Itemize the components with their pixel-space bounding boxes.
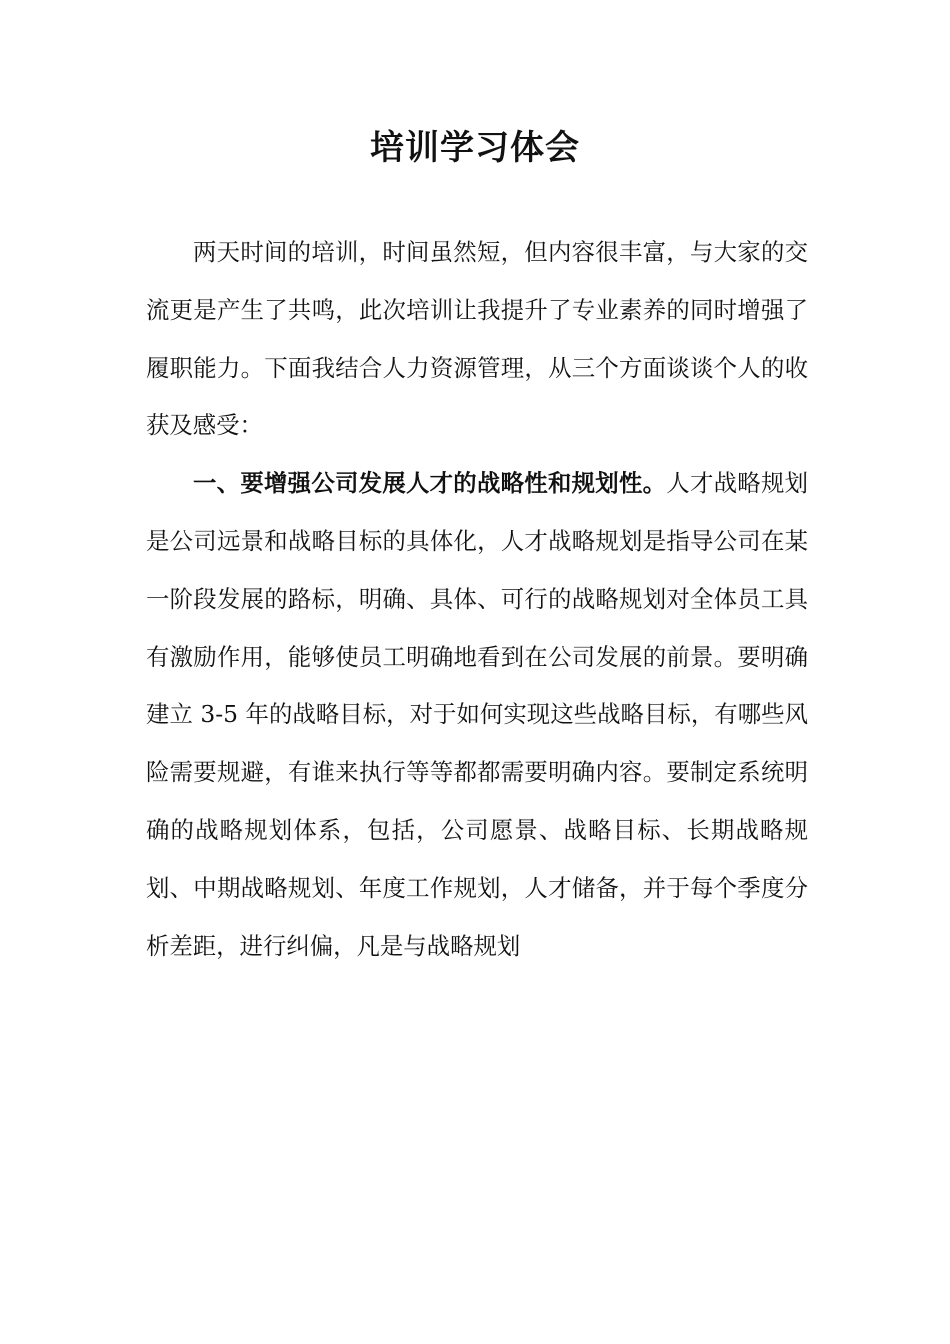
section-one-heading: 一、要增强公司发展人才的战略性和规划性。: [193, 469, 667, 498]
section-one-paragraph: [146, 455, 808, 975]
section-one-text: 人才战略规划是公司远景和战略目标的具体化，人才战略规划是指导公司在某一阶段发展的路标，明确、具体、可行的战略规划对全体员工具有激励作用，能够使员工明确地看到在公司发展的前景。要明确建立 3-5 年的战略目标，对于如何实现这些战略目标，有哪些风险需要规避，有谁来执行等等都都需要明确内容。要制定系统明确的战略规划体系，包括，公司愿景、战略目标、长期战略规划、中期战略规划、年度工作规划，人才储备，并于每个季度分析差距，进行纠偏，凡是与战略规划: [146, 469, 809, 960]
document-title: 培训学习体会: [370, 128, 580, 168]
document-body: [146, 224, 808, 975]
intro-paragraph: 两天时间的培训，时间虽然短，但内容很丰富，与大家的交流更是产生了共鸣，此次培训让我提升了专业素养的同时增强了履职能力。下面我结合人力资源管理，从三个方面谈谈个人的收获及感受：: [146, 238, 808, 440]
